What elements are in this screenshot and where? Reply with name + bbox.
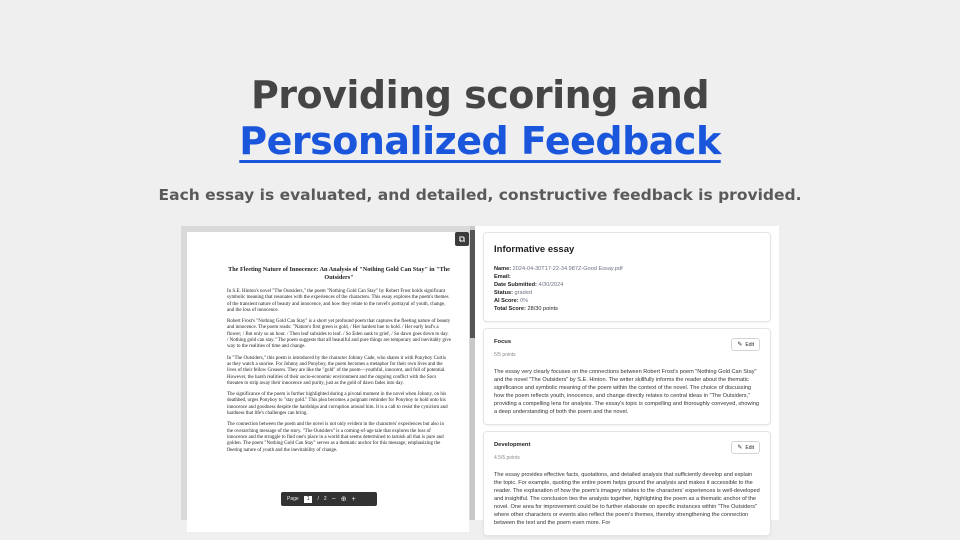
edit-button[interactable]: [731, 338, 760, 351]
ai-score-value: 0%: [520, 298, 529, 304]
pdf-page: [187, 232, 469, 532]
external-link-icon[interactable]: ⧉: [455, 232, 469, 246]
document-paragraph: In S.E. Hinton's novel "The Outsiders," the poem "Nothing Gold Can Stay" by Robert Frost holds significant symbolic meaning that resonates with the experiences of the characters. This essay explores the poem's themes of the transient nature of beauty and innocence, and how they relate to the novel's portrayal of youth, change, and the loss of innocence.: [227, 289, 449, 313]
document-paragraph: In "The Outsiders," this poem is introduced by the character Johnny Cade, who shares it with Ponyboy Curtis as they watch a sunrise. For Johnny and Ponyboy, the poem becomes a metaphor for their own lives and the lives of their fellow Greasers. They are like the "gold" of the poem—youthful, innocent, and full of potential. However, the harsh realities of their socio-economic environment and the ongoing conflict with the Socs threaten to strip away their innocence and purity, just as the gold of dawn fades into day.: [227, 355, 446, 386]
pdf-page-toolbar: [281, 492, 377, 506]
meta-label: Total Score:: [494, 306, 526, 312]
criterion-points: 5/5 points: [494, 352, 516, 358]
essay-type-title: Informative essay: [494, 244, 575, 255]
essay-summary-card: [483, 232, 771, 322]
hero-title-line2: Personalized Feedback: [239, 119, 721, 163]
grading-panel: [475, 226, 779, 526]
status-value: graded: [514, 290, 532, 296]
hero-title-line1: Providing scoring and: [250, 73, 710, 117]
total-score-value: 28/30 points: [527, 306, 558, 312]
zoom-in-icon[interactable]: ⊕: [340, 496, 347, 503]
zoom-out-icon[interactable]: −: [331, 495, 336, 503]
hero-title: [0, 72, 960, 164]
meta-name: [494, 265, 760, 273]
meta-ai-score: [494, 297, 760, 305]
edit-icon: ✎: [737, 445, 743, 451]
document-paragraph: Robert Frost's "Nothing Gold Can Stay" is a short yet profound poem that captures the fleeting nature of beauty and innocence. The poem reads: "Nature's first green is gold, / Her hardest hue to hold. / Her early leaf's a flower; / But only so an hour. / Then leaf subsides to leaf. / So Eden sank to grief, / So dawn goes down to day. / Nothing gold can stay." The poem suggests that all beautiful and pure things are temporary and inevitably give way to the realities of time and change.: [227, 319, 451, 350]
file-name: 2024-04-30T17-22-34.987Z-Good Essay.pdf: [512, 266, 623, 272]
criterion-card-focus: [483, 328, 771, 425]
criterion-feedback: The essay provides effective facts, quotations, and detailed analysis that sufficiently develop and explain the topic. For example, quoting the entire poem helps ground the analysis and makes it accessible to the reader. The explanation of how the poem's imagery relates to the characters' experiences is well-developed and insightful. The conclusion ties the analysis together, highlighting the poem as a thematic anchor of the novel. One area for improvement could be to further elaborate on specific instances within "The Outsiders" where other characters or events also reflect the poem's themes, thereby strengthening the connection between the text and the poem even more. For: [494, 472, 760, 526]
document-paragraph: The significance of the poem is further highlighted during a pivotal moment in the novel when Johnny, on his deathbed, urges Ponyboy to "stay gold." This plea becomes a poignant reminder for Ponyboy to hold onto his innocence and goodness despite the hardships and corruption around him. It is a call to resist the cynicism and hardness that life's challenges can bring.: [227, 392, 448, 417]
criterion-feedback: The essay very clearly focuses on the connections between Robert Frost's poem "Nothing Gold Can Stay" and the novel "The Outsiders" by S.E. Hinton. The writer skillfully informs the reader about the thematic significance and symbolic meaning of the poem within the context of the novel. The choice of discussing how the poem reflects youth, innocence, and change directly relates to central ideas in "The Outsiders," providing a compelling lens for analysis. The essay's topic is compelling and thoroughly conveyed, showing a deep understanding of both the poem and the novel.: [494, 369, 759, 415]
page-number-input[interactable]: 1: [304, 496, 313, 503]
meta-label: Email:: [494, 274, 511, 280]
criterion-card-development: [483, 431, 771, 536]
document-paragraph: The connection between the poem and the novel is not only evident in the characters' experiences but also in the overarching message of the story. "The Outsiders" is a coming-of-age tale that explores the loss of innocence and the struggle to find one's place in a world that seems determined to tarnish all that is pure and golden. The poem "Nothing Gold Can Stay" serves as a thematic anchor for this message, emphasizing the fleeting nature of youth and the inevitability of change.: [227, 422, 444, 453]
hero-subtitle: Each essay is evaluated, and detailed, constructive feedback is provided.: [158, 186, 802, 204]
add-icon[interactable]: +: [351, 495, 356, 503]
meta-label: Name:: [494, 266, 512, 272]
meta-status: [494, 289, 760, 297]
edit-button[interactable]: [731, 441, 760, 454]
meta-label: Date Submitted:: [494, 282, 537, 288]
page-separator: /: [317, 496, 319, 502]
total-pages: 2: [323, 496, 327, 502]
app-screenshot: [181, 226, 779, 526]
pdf-viewer: [181, 226, 475, 520]
meta-email: [494, 273, 760, 281]
meta-label: Status:: [494, 290, 513, 296]
page-label: Page: [287, 496, 299, 502]
edit-label: Edit: [745, 341, 754, 348]
criterion-points: 4.5/5 points: [494, 455, 520, 461]
meta-date: [494, 281, 760, 289]
date-value: 4/30/2024: [538, 282, 564, 288]
document-title: The Fleeting Nature of Innocence: An Analysis of "Nothing Gold Can Stay" in "The Outsiders": [228, 266, 450, 281]
meta-label: AI Score:: [494, 298, 519, 304]
meta-total-score: [494, 305, 760, 313]
criterion-name: Development: [494, 442, 531, 448]
criterion-name: Focus: [494, 339, 512, 345]
edit-icon: ✎: [737, 342, 743, 348]
edit-label: Edit: [745, 444, 754, 451]
